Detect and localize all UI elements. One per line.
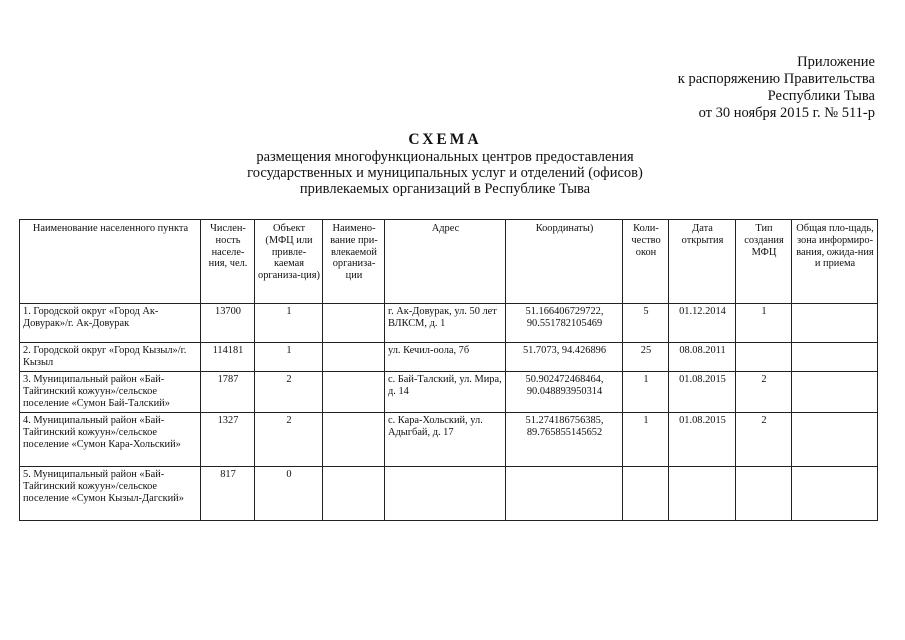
cell-org — [323, 372, 385, 413]
cell-date: 08.08.2011 — [669, 343, 736, 372]
table-row — [20, 467, 878, 521]
cell-name: 5. Муниципальный район «Бай-Тайгинский кожуун»/сельское поселение «Сумон Кызыл-Дагский» — [20, 467, 201, 521]
cell-address: с. Кара-Хольский, ул. Адыгбай, д. 17 — [385, 413, 506, 467]
cell-object: 1 — [255, 304, 323, 343]
cell-org — [323, 413, 385, 467]
table-row — [20, 343, 878, 372]
title-line-3: привлекаемых организаций в Республике Тыва — [299, 181, 591, 197]
cell-population: 1327 — [201, 413, 255, 467]
cell-type — [736, 467, 792, 521]
cell-coords: 50.902472468464, 90.048893950314 — [506, 372, 623, 413]
header-area: Общая пло-щадь, зона информиро-вания, ожида-ния и приема — [792, 220, 878, 304]
cell-coords: 51.166406729722, 90.551782105469 — [506, 304, 623, 343]
cell-address: г. Ак-Довурак, ул. 50 лет ВЛКСМ, д. 1 — [385, 304, 506, 343]
cell-name: 4. Муниципальный район «Бай-Тайгинский кожуун»/сельское поселение «Сумон Кара-Хольский» — [20, 413, 201, 467]
appendix-header — [560, 54, 875, 122]
cell-date: 01.08.2015 — [669, 413, 736, 467]
cell-windows: 25 — [623, 343, 669, 372]
appendix-order-line: к распоряжению Правительства — [677, 71, 875, 87]
cell-windows: 1 — [623, 413, 669, 467]
cell-area — [792, 304, 878, 343]
cell-org — [323, 304, 385, 343]
cell-population: 817 — [201, 467, 255, 521]
header-object: Объект (МФЦ или привле-каемая организа-ция) — [255, 220, 323, 304]
cell-date: 01.08.2015 — [669, 372, 736, 413]
cell-coords — [506, 467, 623, 521]
appendix-republic-line: Республики Тыва — [767, 88, 875, 104]
cell-type: 2 — [736, 413, 792, 467]
table-row — [20, 413, 878, 467]
cell-type: 2 — [736, 372, 792, 413]
header-date: Дата открытия — [669, 220, 736, 304]
cell-coords: 51.7073, 94.426896 — [506, 343, 623, 372]
header-org: Наимено-вание при-влекаемой организа-ции — [323, 220, 385, 304]
cell-org — [323, 467, 385, 521]
cell-org — [323, 343, 385, 372]
cell-date: 01.12.2014 — [669, 304, 736, 343]
title-line-1: размещения многофункциональных центров предоставления — [256, 149, 634, 165]
appendix-date-line: от 30 ноября 2015 г. № 511-р — [698, 105, 875, 121]
cell-object: 1 — [255, 343, 323, 372]
cell-windows — [623, 467, 669, 521]
cell-windows: 5 — [623, 304, 669, 343]
cell-area — [792, 467, 878, 521]
cell-coords: 51.274186756385, 89.765855145652 — [506, 413, 623, 467]
header-address: Адрес — [385, 220, 506, 304]
cell-population: 13700 — [201, 304, 255, 343]
cell-object: 2 — [255, 372, 323, 413]
table-header-row — [20, 220, 878, 304]
cell-address: с. Бай-Талский, ул. Мира, д. 14 — [385, 372, 506, 413]
title-heading: СХЕМА — [408, 131, 482, 148]
cell-object: 0 — [255, 467, 323, 521]
cell-area — [792, 413, 878, 467]
cell-type — [736, 343, 792, 372]
cell-address — [385, 467, 506, 521]
cell-windows: 1 — [623, 372, 669, 413]
cell-population: 114181 — [201, 343, 255, 372]
cell-name: 2. Городской округ «Город Кызыл»/г. Кызыл — [20, 343, 201, 372]
document-title — [150, 132, 740, 197]
cell-area — [792, 343, 878, 372]
appendix-label: Приложение — [797, 54, 875, 70]
mfc-table — [19, 219, 878, 521]
cell-population: 1787 — [201, 372, 255, 413]
cell-type: 1 — [736, 304, 792, 343]
table-row — [20, 304, 878, 343]
header-name: Наименование населенного пункта — [20, 220, 201, 304]
cell-name: 1. Городской округ «Город Ак-Довурак»/г. Ак-Довурак — [20, 304, 201, 343]
cell-area — [792, 372, 878, 413]
header-coords: Координаты) — [506, 220, 623, 304]
header-windows: Коли-чество окон — [623, 220, 669, 304]
header-type: Тип создания МФЦ — [736, 220, 792, 304]
cell-address: ул. Кечил-оола, 7б — [385, 343, 506, 372]
header-population: Числен-ность населе-ния, чел. — [201, 220, 255, 304]
title-line-2: государственных и муниципальных услуг и отделений (офисов) — [247, 165, 643, 181]
cell-date — [669, 467, 736, 521]
table-row — [20, 372, 878, 413]
cell-object: 2 — [255, 413, 323, 467]
cell-name: 3. Муниципальный район «Бай-Тайгинский кожуун»/сельское поселение «Сумон Бай-Талский» — [20, 372, 201, 413]
